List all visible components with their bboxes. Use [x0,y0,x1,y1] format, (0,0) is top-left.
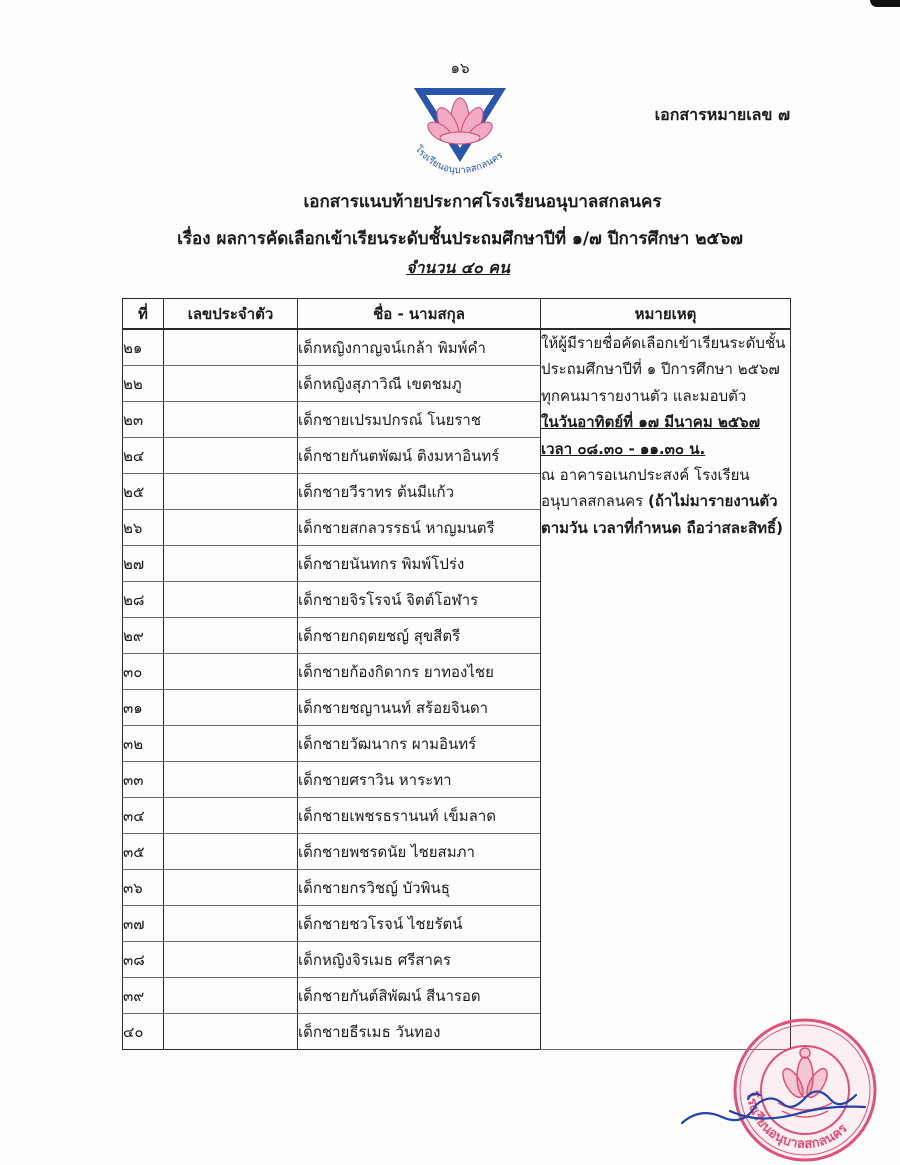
row-student-id [164,438,298,474]
table-header-row [123,299,791,330]
row-student-name: เด็กชายศราวิน หาระทา [298,762,541,798]
row-student-id [164,834,298,870]
row-number: ๒๕ [123,474,164,510]
row-student-name: เด็กชายนันทกร พิมพ์โปร่ง [298,546,541,582]
school-seal [735,1020,875,1160]
student-list-table [122,298,791,1050]
seal-text-path: โรงเรียนอนุบาลสกลนคร [742,1090,851,1153]
remark-warning: ตามวัน เวลาที่กำหนด ถือว่าสละสิทธิ์) [541,518,784,537]
row-student-name: เด็กชายชญานนท์ สร้อยจินดา [298,690,541,726]
remark-line: ณ อาคารอเนกประสงค์ โรงเรียน [541,466,750,485]
row-student-name: เด็กชายเพชรธรานนท์ เข็มลาด [298,798,541,834]
row-number: ๓๘ [123,942,164,978]
row-number: ๓๗ [123,906,164,942]
remark-cell [541,329,791,1050]
scan-artifact [870,0,900,7]
row-number: ๔๐ [123,1014,164,1050]
row-student-id [164,762,298,798]
row-student-id [164,510,298,546]
row-number: ๓๑ [123,690,164,726]
heading-count [390,256,526,281]
remark-time: เวลา ๐๘.๓๐ - ๑๑.๓๐ น. [541,439,706,458]
school-seal-and-signature [660,995,895,1165]
row-number: ๒๙ [123,618,164,654]
row-student-id [164,546,298,582]
row-student-name: เด็กหญิงจิรเมธ ศรีสาคร [298,942,541,978]
row-number: ๓๖ [123,870,164,906]
row-student-id [164,726,298,762]
row-number: ๓๙ [123,978,164,1014]
row-student-id [164,366,298,402]
row-number: ๓๕ [123,834,164,870]
header-no: ที่ [123,299,164,330]
school-logo [404,80,516,190]
row-student-name: เด็กชายชวโรจน์ ไชยรัตน์ [298,906,541,942]
row-number: ๒๗ [123,546,164,582]
row-student-id [164,654,298,690]
row-student-id [164,978,298,1014]
row-student-name: เด็กชายเปรมปกรณ์ โนยราช [298,402,541,438]
remark-line: ประถมศึกษาปีที่ ๑ ปีการศึกษา ๒๕๖๗ [541,360,780,379]
row-student-name: เด็กชายกรวิชญ์ บัวพินธุ [298,870,541,906]
row-student-id [164,906,298,942]
row-student-name: เด็กชายกันตพัฒน์ ติงมหาอินทร์ [298,438,541,474]
row-student-name: เด็กชายพชรดนัย ไชยสมภา [298,834,541,870]
row-student-name: เด็กชายสกลวรรธน์ หาญมนตรี [298,510,541,546]
row-student-id [164,798,298,834]
row-student-name: เด็กชายธีรเมธ วันทอง [298,1014,541,1050]
row-student-id [164,1014,298,1050]
remark-line: ให้ผู้มีรายชื่อคัดเลือกเข้าเรียนระดับชั้น [541,334,786,352]
row-student-name: เด็กชายกฤตยชญ์ สุขสีตรี [298,618,541,654]
remark-line-part: อนุบาลสกลนคร [541,492,644,511]
row-student-name: เด็กชายจิรโรจน์ จิตต์โอฬาร [298,582,541,618]
row-student-id [164,582,298,618]
row-number: ๒๖ [123,510,164,546]
header-id: เลขประจำตัว [164,299,298,330]
row-number: ๒๔ [123,438,164,474]
row-number: ๓๓ [123,762,164,798]
remark-date: ในวันอาทิตย์ที่ ๑๗ มีนาคม ๒๕๖๗ [541,413,760,432]
row-student-id [164,942,298,978]
table-row [123,329,791,366]
heading-title: เอกสารแนบท้ายประกาศโรงเรียนอนุบาลสกลนคร [303,192,662,212]
row-number: ๓๔ [123,798,164,834]
remark-line: ทุกคนมารายงานตัว และมอบตัว [541,386,747,405]
logo-text-path: โรงเรียนอนุบาลสกลนคร [412,143,505,177]
row-number: ๒๓ [123,402,164,438]
row-student-name: เด็กชายก้องกิดากร ยาทองไชย [298,654,541,690]
remark-warning: (ถ้าไม่มารายงานตัว [647,492,778,511]
row-student-name: เด็กชายวีราทร ต้นมีแก้ว [298,474,541,510]
row-number: ๒๘ [123,582,164,618]
row-student-name: เด็กชายวัฒนากร ผามอินทร์ [298,726,541,762]
header-remark: หมายเหตุ [541,299,791,330]
row-student-id [164,402,298,438]
heading-count-text: จำนวน ๔๐ คน [406,258,510,277]
row-number: ๓๐ [123,654,164,690]
row-student-id [164,690,298,726]
row-student-name: เด็กชายกันต์สิพัฒน์ สีนารอด [298,978,541,1014]
row-student-id [164,474,298,510]
row-student-name: เด็กหญิงสุภาวิณี เขตชมภู [298,366,541,402]
document-number-label: เอกสารหมายเลข ๗ [654,105,790,124]
remark-line [541,488,790,514]
header-name: ชื่อ - นามสกุล [298,299,541,330]
row-student-id [164,329,298,366]
page-number: ๑๖ [450,59,470,77]
row-student-id [164,618,298,654]
row-number: ๓๒ [123,726,164,762]
row-number: ๒๒ [123,366,164,402]
row-number: ๒๑ [123,329,164,366]
row-student-name: เด็กหญิงกาญจน์เกล้า พิมพ์คำ [298,329,541,366]
row-student-id [164,870,298,906]
heading-subject: เรื่อง ผลการคัดเลือกเข้าเรียนระดับชั้นประถมศึกษาปีที่ ๑/๗ ปีการศึกษา ๒๕๖๗ [177,229,743,249]
